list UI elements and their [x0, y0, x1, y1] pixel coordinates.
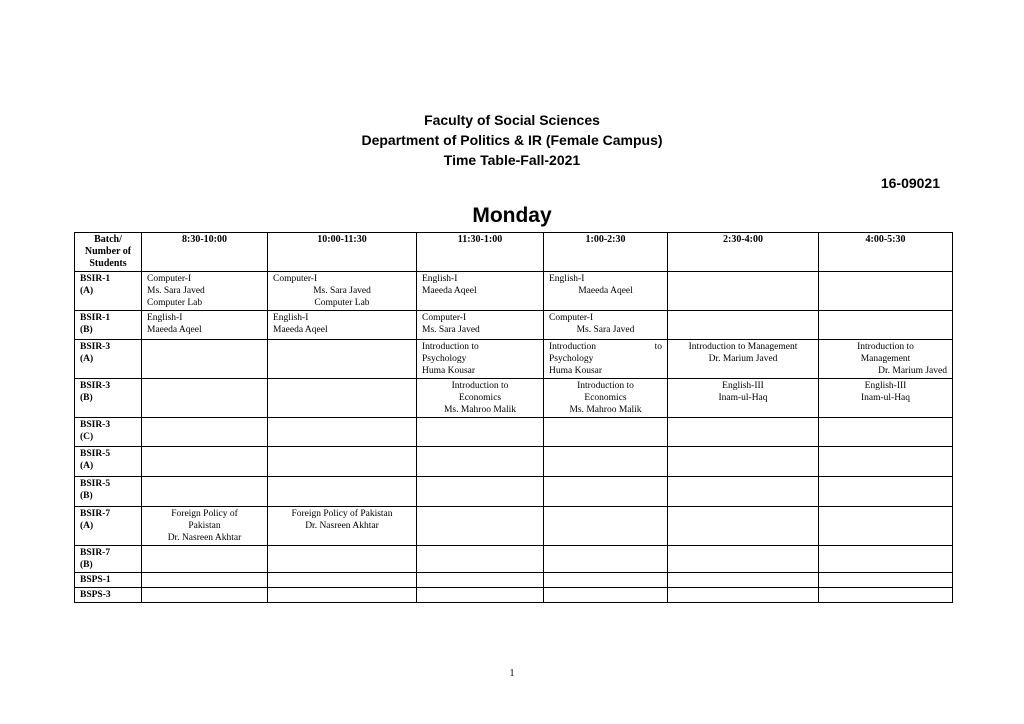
timetable — [74, 232, 953, 603]
table-row — [75, 477, 953, 507]
empty-cell — [268, 477, 417, 507]
page-number: 1 — [509, 668, 515, 679]
class-cell: Foreign Policy of Pakistan Dr. Nasreen Akhtar — [268, 507, 417, 546]
batch-cell: BSPS-1 — [75, 573, 142, 588]
empty-cell — [417, 418, 544, 447]
department-title: Department of Politics & IR (Female Campus) — [361, 132, 663, 148]
table-row — [75, 588, 953, 603]
empty-cell — [142, 447, 268, 477]
empty-cell — [268, 418, 417, 447]
batch-cell: BSIR-5 (A) — [75, 447, 142, 477]
empty-cell — [668, 477, 819, 507]
empty-cell — [268, 379, 417, 418]
table-row — [75, 546, 953, 573]
table-row — [75, 340, 953, 379]
time-slot-header: 2:30-4:00 — [668, 233, 819, 272]
empty-cell — [142, 546, 268, 573]
empty-cell — [544, 573, 668, 588]
table-row — [75, 507, 953, 546]
empty-cell — [268, 588, 417, 603]
empty-cell — [142, 418, 268, 447]
empty-cell — [544, 418, 668, 447]
document-header — [0, 110, 1024, 170]
empty-cell — [819, 573, 953, 588]
class-cell: English-I Maeeda Aqeel — [268, 311, 417, 340]
batch-cell: BSIR-7 (B) — [75, 546, 142, 573]
time-slot-header: 4:00-5:30 — [819, 233, 953, 272]
batch-cell: BSIR-1 (B) — [75, 311, 142, 340]
class-cell: English-I Maeeda Aqeel — [142, 311, 268, 340]
empty-cell — [819, 272, 953, 311]
empty-cell — [819, 507, 953, 546]
class-cell: Introduction to Management Dr. Marium Javed — [819, 340, 953, 379]
table-row — [75, 311, 953, 340]
empty-cell — [668, 588, 819, 603]
empty-cell — [417, 447, 544, 477]
class-cell: English-I Maeeda Aqeel — [544, 272, 668, 311]
empty-cell — [544, 507, 668, 546]
empty-cell — [668, 447, 819, 477]
empty-cell — [668, 507, 819, 546]
empty-cell — [544, 588, 668, 603]
empty-cell — [819, 447, 953, 477]
empty-cell — [268, 447, 417, 477]
table-row — [75, 418, 953, 447]
class-cell: English-III Inam-ul-Haq — [819, 379, 953, 418]
class-cell: Foreign Policy of Pakistan Dr. Nasreen Akhtar — [142, 507, 268, 546]
class-cell: Computer-I Ms. Sara Javed Computer Lab — [268, 272, 417, 311]
batch-cell: BSIR-5 (B) — [75, 477, 142, 507]
batch-cell: BSIR-1 (A) — [75, 272, 142, 311]
class-cell: Computer-I Ms. Sara Javed — [544, 311, 668, 340]
empty-cell — [819, 546, 953, 573]
empty-cell — [268, 340, 417, 379]
class-cell: Introduction to Management Dr. Marium Javed — [668, 340, 819, 379]
empty-cell — [819, 588, 953, 603]
empty-cell — [668, 272, 819, 311]
empty-cell — [668, 418, 819, 447]
empty-cell — [142, 573, 268, 588]
table-row — [75, 272, 953, 311]
class-cell: Introduction to Psychology Huma Kousar — [417, 340, 544, 379]
header-row — [75, 233, 953, 272]
class-cell: English-I Maeeda Aqeel — [417, 272, 544, 311]
empty-cell — [544, 477, 668, 507]
class-cell: English-III Inam-ul-Haq — [668, 379, 819, 418]
batch-cell: BSIR-3 (C) — [75, 418, 142, 447]
class-cell: Introduction to Psychology Huma Kousar — [544, 340, 668, 379]
class-cell: Introduction to Economics Ms. Mahroo Malik — [417, 379, 544, 418]
empty-cell — [819, 418, 953, 447]
empty-cell — [142, 477, 268, 507]
class-cell: Computer-I Ms. Sara Javed Computer Lab — [142, 272, 268, 311]
class-cell: Computer-I Ms. Sara Javed — [417, 311, 544, 340]
empty-cell — [544, 447, 668, 477]
time-slot-header: 11:30-1:00 — [417, 233, 544, 272]
empty-cell — [417, 507, 544, 546]
empty-cell — [668, 311, 819, 340]
day-title: Monday — [472, 204, 552, 227]
time-slot-header: 1:00-2:30 — [544, 233, 668, 272]
empty-cell — [417, 573, 544, 588]
time-slot-header: 8:30-10:00 — [142, 233, 268, 272]
empty-cell — [668, 546, 819, 573]
empty-cell — [819, 477, 953, 507]
timetable-title: Time Table-Fall-2021 — [443, 152, 581, 168]
batch-cell: BSIR-3 (B) — [75, 379, 142, 418]
empty-cell — [819, 311, 953, 340]
empty-cell — [268, 546, 417, 573]
batch-cell: BSIR-7 (A) — [75, 507, 142, 546]
empty-cell — [142, 588, 268, 603]
table-row — [75, 379, 953, 418]
empty-cell — [142, 340, 268, 379]
empty-cell — [417, 546, 544, 573]
table-row — [75, 447, 953, 477]
batch-cell: BSIR-3 (A) — [75, 340, 142, 379]
faculty-title: Faculty of Social Sciences — [424, 112, 600, 128]
empty-cell — [544, 546, 668, 573]
empty-cell — [668, 573, 819, 588]
empty-cell — [142, 379, 268, 418]
empty-cell — [417, 477, 544, 507]
time-slot-header: 10:00-11:30 — [268, 233, 417, 272]
class-cell: Introduction to Economics Ms. Mahroo Malik — [544, 379, 668, 418]
empty-cell — [268, 573, 417, 588]
table-row — [75, 573, 953, 588]
batch-column-header: Batch/ Number of Students — [75, 233, 142, 272]
batch-cell: BSPS-3 — [75, 588, 142, 603]
empty-cell — [417, 588, 544, 603]
document-date: 16-09021 — [880, 175, 940, 191]
